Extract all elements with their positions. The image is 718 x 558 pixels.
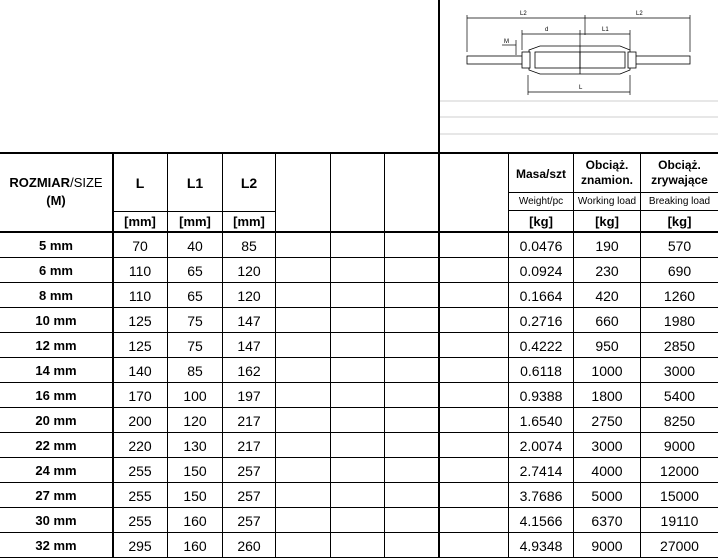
cell-l1: 130 (183, 437, 207, 454)
cell-work: 1000 (591, 362, 623, 379)
column-divider (508, 152, 509, 558)
cell-size: 27 mm (35, 488, 77, 503)
cell-l2: 257 (237, 487, 261, 504)
row-divider (0, 257, 718, 258)
cell-l: 110 (128, 262, 152, 279)
cell-size: 22 mm (35, 438, 77, 453)
cell-size: 20 mm (35, 413, 77, 428)
cell-work: 230 (595, 262, 619, 279)
cell-l: 295 (128, 537, 152, 554)
working-load-header-en: Working load (577, 195, 637, 207)
header-subline (113, 211, 275, 212)
cell-break: 12000 (660, 462, 699, 479)
cell-l2: 257 (237, 512, 261, 529)
row-divider (0, 307, 718, 308)
cell-l2: 197 (237, 387, 261, 404)
cell-work: 6370 (591, 512, 623, 529)
col-l2-unit: [mm] (233, 214, 265, 229)
col-l-header: L (135, 175, 145, 191)
cell-break: 8250 (663, 412, 696, 429)
cell-l1: 75 (187, 337, 203, 354)
cell-mass: 1.6540 (519, 412, 563, 429)
row-divider (0, 382, 718, 383)
row-divider (0, 532, 718, 533)
cell-size: 16 mm (35, 388, 77, 403)
cell-size: 6 mm (39, 263, 73, 278)
cell-l1: 65 (187, 262, 203, 279)
cell-work: 420 (595, 287, 619, 304)
cell-l2: 217 (237, 437, 261, 454)
diagram-m-label: M (504, 39, 509, 45)
cell-work: 2750 (591, 412, 623, 429)
col-l1-header: L1 (186, 175, 204, 191)
col-l2-header: L2 (240, 175, 258, 191)
cell-size: 8 mm (39, 288, 73, 303)
cell-mass: 2.7414 (519, 462, 563, 479)
cell-l: 70 (132, 237, 148, 254)
cell-mass: 0.0476 (519, 237, 563, 254)
cell-mass: 0.6118 (520, 362, 562, 379)
cell-l2: 147 (237, 312, 261, 329)
cell-l: 125 (128, 337, 152, 354)
size-label-unit: (M) (46, 193, 66, 208)
working-load-header (574, 155, 640, 191)
cell-mass: 0.1664 (519, 287, 563, 304)
cell-mass: 3.7686 (519, 487, 563, 504)
col-l1-unit: [mm] (179, 214, 211, 229)
row-divider (0, 407, 718, 408)
cell-break: 15000 (660, 487, 699, 504)
column-divider (275, 152, 276, 558)
cell-break: 1260 (663, 287, 696, 304)
cell-mass: 0.2716 (519, 312, 563, 329)
cell-l: 140 (128, 362, 152, 379)
cell-l2: 257 (237, 462, 261, 479)
cell-mass: 4.9348 (519, 537, 563, 554)
column-divider (573, 152, 574, 558)
row-divider (0, 457, 718, 458)
cell-break: 570 (667, 237, 692, 254)
cell-l1: 40 (187, 237, 203, 254)
breaking-load-line2: zrywające (651, 173, 708, 187)
cell-l1: 65 (187, 287, 203, 304)
cell-work: 1800 (591, 387, 623, 404)
cell-l: 110 (128, 287, 152, 304)
cell-size: 14 mm (35, 363, 77, 378)
cell-size: 10 mm (35, 313, 77, 328)
cell-l: 255 (128, 512, 152, 529)
header-subline (509, 210, 718, 211)
breaking-load-line1: Obciąż. (658, 158, 701, 172)
cell-mass: 2.0074 (519, 437, 563, 454)
cell-l2: 120 (237, 262, 261, 279)
size-column-header (0, 168, 112, 216)
cell-l1: 150 (183, 487, 207, 504)
cell-l2: 147 (237, 337, 261, 354)
diagram-l1-label: L1 (602, 27, 609, 33)
cell-l: 170 (128, 387, 152, 404)
working-load-line2: znamion. (580, 173, 633, 187)
column-divider (330, 152, 331, 558)
diagram-l-label: L (579, 85, 583, 91)
cell-mass: 4.1566 (519, 512, 563, 529)
cell-l: 125 (128, 312, 152, 329)
cell-work: 9000 (591, 537, 623, 554)
working-load-line1: Obciąż. (585, 158, 629, 172)
cell-mass: 0.9388 (519, 387, 563, 404)
column-divider (222, 152, 223, 558)
breaking-load-header (641, 155, 718, 191)
cell-l2: 162 (237, 362, 261, 379)
cell-size: 12 mm (35, 338, 77, 353)
cell-l1: 120 (183, 412, 207, 429)
cell-work: 5000 (591, 487, 623, 504)
mass-unit: [kg] (529, 214, 553, 229)
cell-work: 950 (595, 337, 619, 354)
cell-size: 32 mm (35, 538, 77, 553)
col-l-unit: [mm] (124, 214, 156, 229)
diagram-l2-right-label: L2 (636, 11, 643, 17)
cell-size: 30 mm (35, 513, 77, 528)
cell-l: 255 (128, 462, 152, 479)
row-divider (0, 432, 718, 433)
row-divider (0, 282, 718, 283)
cell-l1: 150 (183, 462, 207, 479)
cell-l1: 75 (187, 312, 203, 329)
column-divider (167, 152, 168, 558)
cell-l2: 85 (241, 237, 257, 254)
working-load-unit: [kg] (595, 214, 619, 229)
row-divider (0, 357, 718, 358)
cell-break: 3000 (663, 362, 696, 379)
turnbuckle-drawing (440, 0, 718, 152)
cell-l2: 120 (237, 287, 261, 304)
cell-l2: 217 (237, 412, 261, 429)
row-divider (0, 482, 718, 483)
diagram-l2-left-label: L2 (520, 11, 527, 17)
row-divider (0, 507, 718, 508)
cell-mass: 0.4222 (519, 337, 563, 354)
cell-l: 255 (128, 487, 152, 504)
column-divider (384, 152, 385, 558)
row-divider (0, 332, 718, 333)
turnbuckle-diagram (440, 0, 718, 152)
breaking-load-unit: [kg] (667, 214, 692, 229)
size-label-en: /SIZE (70, 175, 103, 190)
cell-work: 3000 (591, 437, 623, 454)
cell-break: 19110 (660, 512, 699, 529)
cell-work: 4000 (591, 462, 623, 479)
header-top-border (0, 152, 718, 154)
cell-work: 660 (595, 312, 619, 329)
cell-l2: 260 (237, 537, 261, 554)
cell-break: 2850 (663, 337, 696, 354)
cell-l1: 100 (183, 387, 207, 404)
cell-break: 690 (667, 262, 692, 279)
header-bottom-border (0, 231, 718, 233)
column-divider (640, 152, 641, 558)
cell-l: 200 (128, 412, 152, 429)
size-label-pl: ROZMIAR (9, 175, 71, 190)
mass-header: Masa/szt (515, 167, 567, 181)
cell-size: 24 mm (35, 463, 77, 478)
column-divider (112, 152, 114, 558)
cell-mass: 0.0924 (519, 262, 563, 279)
header-subline (509, 192, 718, 193)
cell-break: 1980 (663, 312, 696, 329)
diagram-d-label: d (545, 27, 549, 33)
vertical-divider (438, 0, 440, 558)
cell-l1: 160 (183, 512, 207, 529)
cell-size: 5 mm (39, 238, 73, 253)
cell-break: 5400 (663, 387, 696, 404)
cell-l: 220 (128, 437, 152, 454)
cell-break: 9000 (663, 437, 696, 454)
cell-break: 27000 (660, 537, 699, 554)
cell-work: 190 (595, 237, 619, 254)
cell-l1: 85 (187, 362, 203, 379)
cell-l1: 160 (183, 537, 207, 554)
mass-header-en: Weight/pc (518, 195, 564, 207)
breaking-load-header-en: Breaking load (648, 195, 711, 207)
